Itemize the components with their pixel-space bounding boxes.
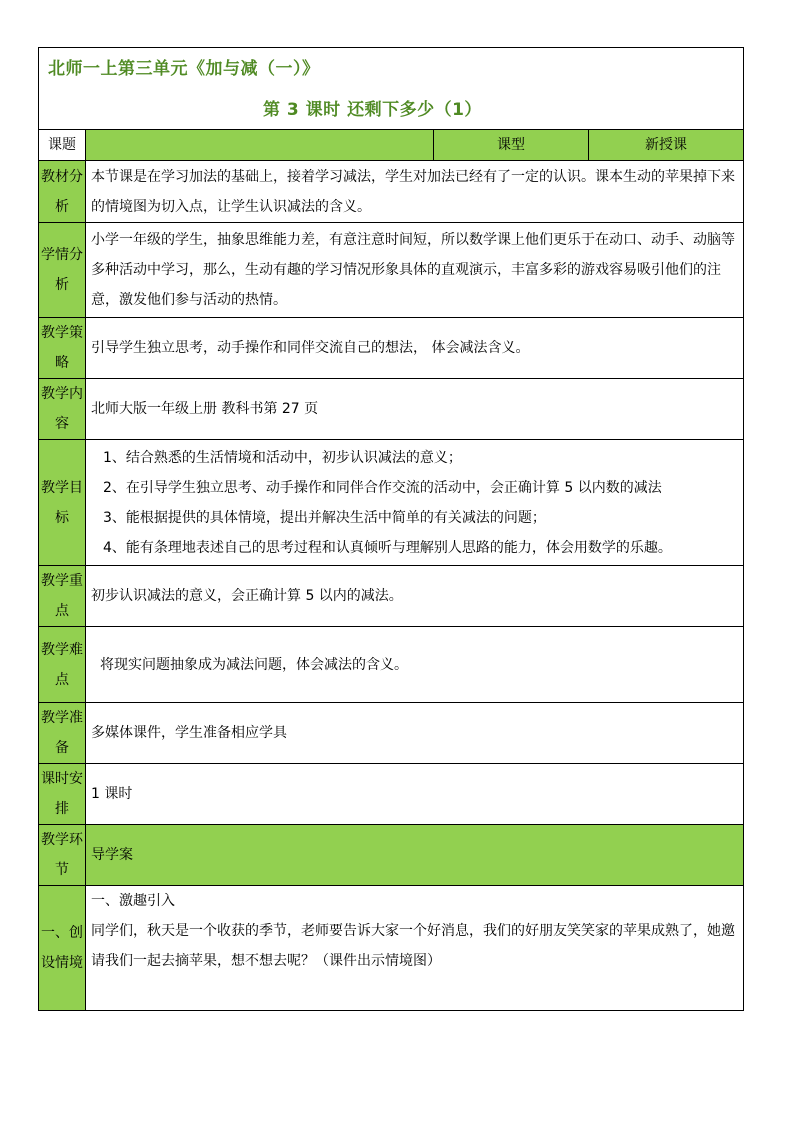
goal-item: 4、能有条理地表述自己的思考过程和认真倾听与理解别人思路的能力，体会用数学的乐趣。	[103, 539, 672, 556]
preparation-text: 多媒体课件，学生准备相应学具	[86, 703, 744, 764]
content-text: 北师大版一年级上册 教科书第 27 页	[86, 379, 744, 440]
schedule-row	[39, 764, 744, 825]
goal-item: 2、在引导学生独立思考、动手操作和同伴合作交流的活动中，会正确计算 5 以内数的减法	[103, 479, 662, 496]
key-points-label: 教学重点	[39, 566, 86, 627]
difficulties-label: 教学难点	[39, 627, 86, 703]
lesson-plan-table	[38, 47, 744, 1011]
content-row	[39, 379, 744, 440]
goals-list	[86, 440, 744, 566]
schedule-label: 课时安排	[39, 764, 86, 825]
type-label: 课型	[434, 130, 589, 161]
info-row	[39, 130, 744, 161]
key-points-text: 初步认识减法的意义，会正确计算 5 以内的减法。	[86, 566, 744, 627]
strategy-row	[39, 318, 744, 379]
process-label: 教学环节	[39, 825, 86, 886]
key-points-row	[39, 566, 744, 627]
schedule-text: 1 课时	[86, 764, 744, 825]
goals-row	[39, 440, 744, 566]
material-text: 本节课是在学习加法的基础上，接着学习减法，学生对加法已经有了一定的认识。课本生动的苹果掉下来的情境图为切入点，让学生认识减法的含义。	[86, 161, 744, 223]
strategy-label: 教学策略	[39, 318, 86, 379]
strategy-text: 引导学生独立思考，动手操作和同伴交流自己的想法， 体会减法含义。	[86, 318, 744, 379]
section-one-row	[39, 886, 744, 1011]
process-row	[39, 825, 744, 886]
preparation-row	[39, 703, 744, 764]
topic-label: 课题	[39, 130, 86, 161]
section-one-heading: 一、激趣引入	[91, 893, 175, 909]
type-value: 新授课	[589, 130, 744, 161]
students-row	[39, 223, 744, 318]
section-one-text: 同学们，秋天是一个收获的季节，老师要告诉大家一个好消息，我们的好朋友笑笑家的苹果成熟了，她邀请我们一起去摘苹果，想不想去呢？（课件出示情境图）	[91, 923, 735, 969]
students-text: 小学一年级的学生，抽象思维能力差，有意注意时间短，所以数学课上他们更乐于在动口、动手、动脑等多种活动中学习，那么，生动有趣的学习情况形象具体的直观演示，丰富多彩的游戏容易吸引他们的注意，激发他们参与活动的热情。	[86, 223, 744, 318]
goals-label: 教学目标	[39, 440, 86, 566]
material-row	[39, 161, 744, 223]
lesson-title: 第 3 课时 还剩下多少（1）	[263, 100, 482, 120]
unit-title: 北师一上第三单元《加与减（一）》	[48, 59, 320, 79]
preparation-label: 教学准备	[39, 703, 86, 764]
students-label: 学情分析	[39, 223, 86, 318]
topic-value	[86, 130, 434, 161]
content-label: 教学内容	[39, 379, 86, 440]
title-cell	[39, 48, 744, 130]
process-text: 导学案	[86, 825, 744, 886]
title-row	[39, 48, 744, 130]
difficulties-text: 将现实问题抽象成为减法问题，体会减法的含义。	[86, 627, 744, 703]
material-label: 教材分析	[39, 161, 86, 223]
goal-item: 1、结合熟悉的生活情境和活动中，初步认识减法的意义；	[103, 449, 462, 466]
difficulties-row	[39, 627, 744, 703]
goal-item: 3、能根据提供的具体情境，提出并解决生活中简单的有关减法的问题；	[103, 509, 546, 526]
section-one-content	[86, 886, 744, 1011]
section-one-label: 一、创设情境	[39, 886, 86, 1011]
